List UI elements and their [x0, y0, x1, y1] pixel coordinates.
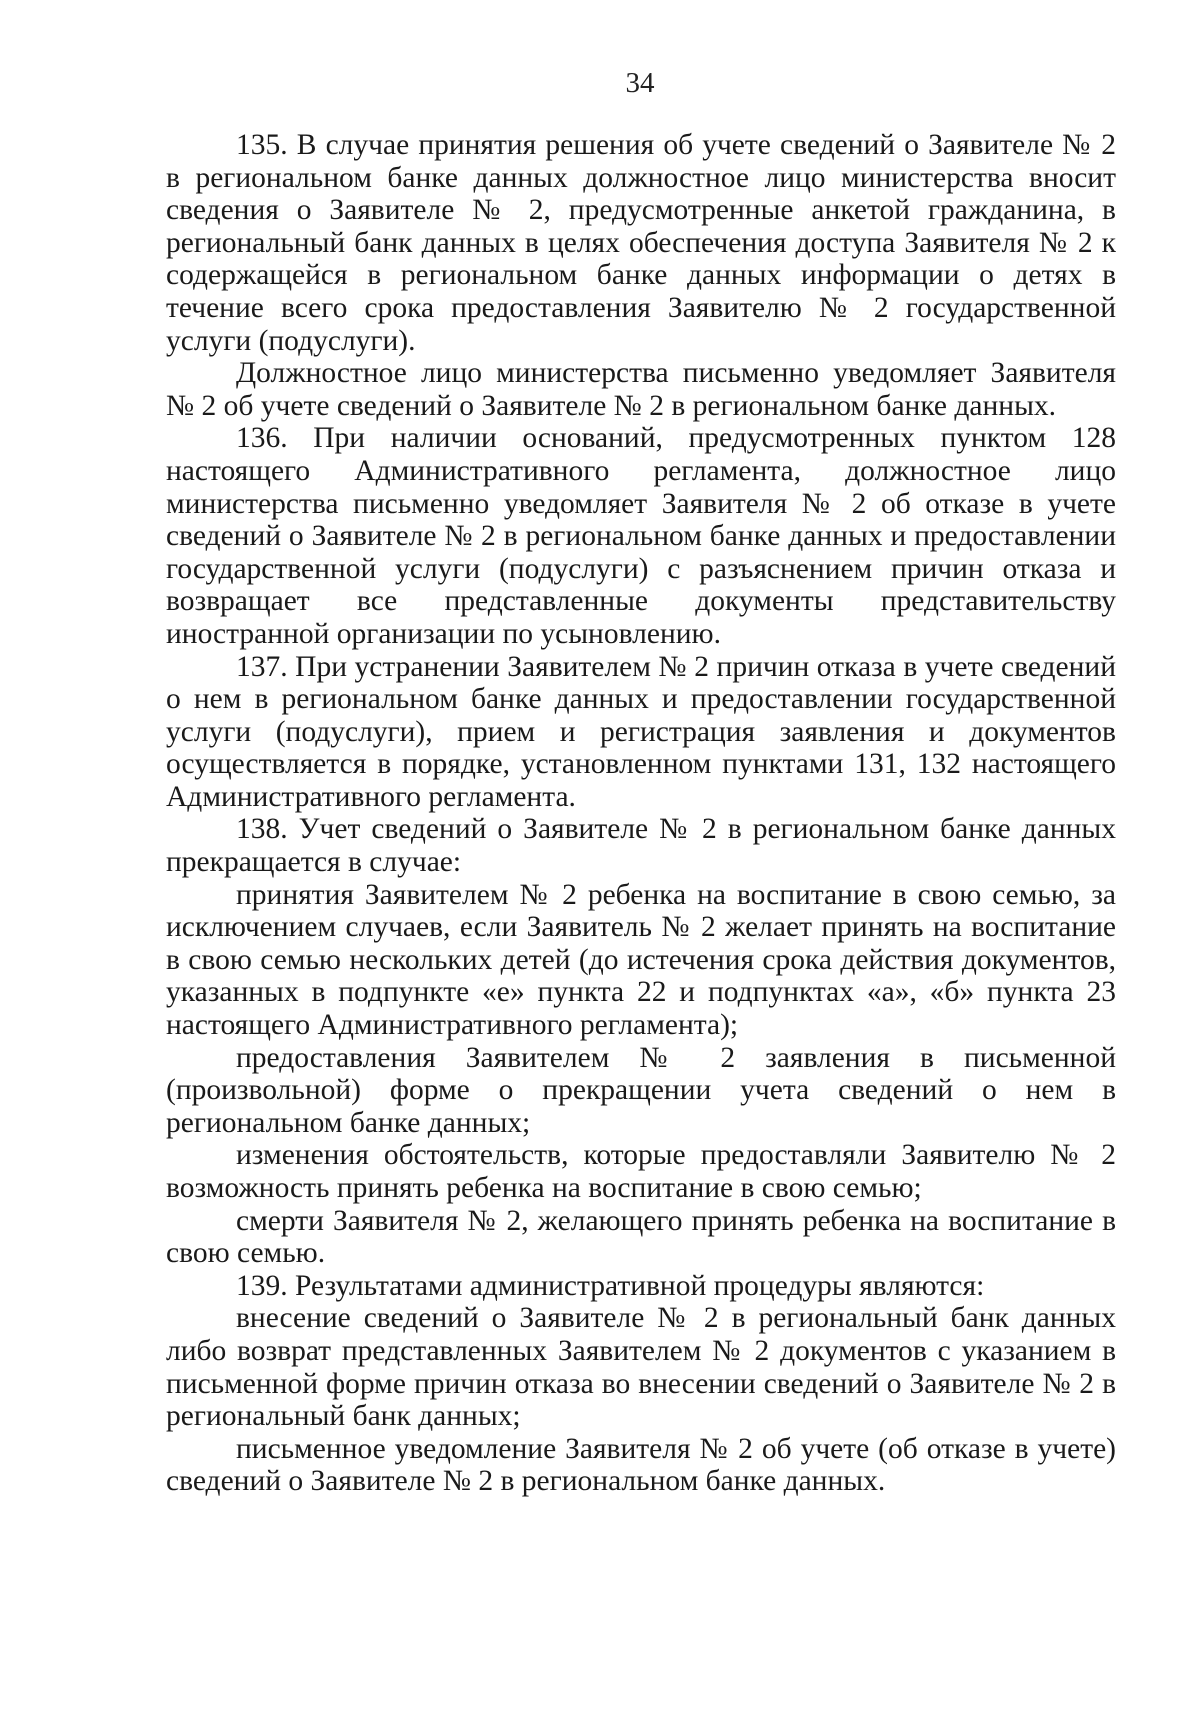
document-body [166, 129, 1116, 1498]
paragraph-138: 138. Учет сведений о Заявителе № 2 в региональном банке данных прекращается в случае: [166, 813, 1116, 879]
paragraph-138-case-application: предоставления Заявителем № 2 заявления в письменной (произвольной) форме о прекращении учета сведений о нем в региональном банке данных; [166, 1041, 1116, 1139]
paragraph-139-result-entry: внесение сведений о Заявителе № 2 в региональный банк данных либо возврат представленных Заявителем № 2 документов с указанием в письменной форме причин отказа во внесении сведений о Заявителе № 2 в региональный банк данных; [166, 1302, 1116, 1433]
paragraph-137: 137. При устранении Заявителем № 2 причин отказа в учете сведений о нем в региональном банке данных и предоставлении государственной услуги (подуслуги), прием и регистрация заявления и документов осуществляется в порядке, установленном пунктами 131, 132 настоящего Административного регламента. [166, 650, 1116, 813]
paragraph-136: 136. При наличии оснований, предусмотренных пунктом 128 настоящего Административного регламента, должностное лицо министерства письменно уведомляет Заявителя № 2 об отказе в учете сведений о Заявителе № 2 в региональном банке данных и предоставлении государственной услуги (подуслуги) с разъяснением причин отказа и возвращает все представленные документы представительству иностранной организации по усыновлению. [166, 422, 1116, 650]
paragraph-138-case-circumstances: изменения обстоятельств, которые предоставляли Заявителю № 2 возможность принять ребенка на воспитание в свою семью; [166, 1139, 1116, 1204]
page-number: 34 [625, 67, 655, 99]
paragraph-139: 139. Результатами административной процедуры являются: [236, 1269, 985, 1302]
paragraph-139-result-notice: письменное уведомление Заявителя № 2 об учете (об отказе в учете) сведений о Заявителе № 2 в региональном банке данных. [166, 1432, 1116, 1498]
paragraph-138-case-death: смерти Заявителя № 2, желающего принять ребенка на воспитание в свою семью. [166, 1204, 1116, 1270]
paragraph-135-notice: Должностное лицо министерства письменно уведомляет Заявителя № 2 об учете сведений о Заявителе № 2 в региональном банке данных. [166, 357, 1116, 422]
paragraph-138-case-adoption: принятия Заявителем № 2 ребенка на воспитание в свою семью, за исключением случаев, если Заявитель № 2 желает принять на воспитание в свою семью нескольких детей (до истечения срока действия документов, указанных в подпункте «е» пункта 22 и подпунктах «а», «б» пункта 23 настоящего Административного регламента); [166, 878, 1116, 1042]
paragraph-135: 135. В случае принятия решения об учете сведений о Заявителе № 2 в региональном банке данных должностное лицо министерства вносит сведения о Заявителе № 2, предусмотренные анкетой гражданина, в региональный банк данных в целях обеспечения доступа Заявителя № 2 к содержащейся в региональном банке данных информации о детях в течение всего срока предоставления Заявителю № 2 государственной услуги (подуслуги). [166, 129, 1116, 357]
